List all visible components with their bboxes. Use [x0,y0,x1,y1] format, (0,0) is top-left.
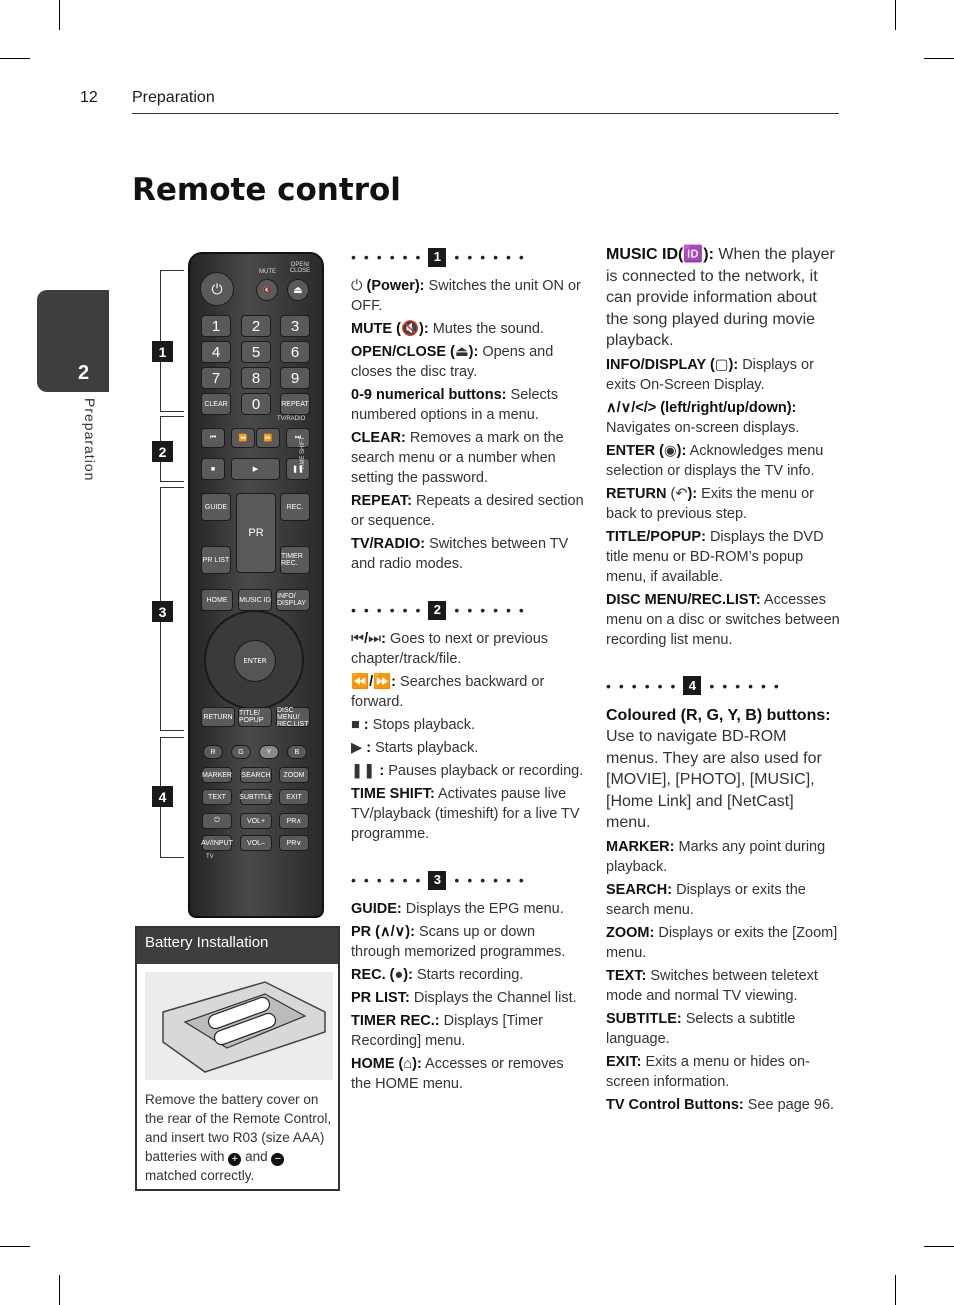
pr-down-button: PR∨ [279,835,309,851]
home-button: HOME [201,589,233,611]
column-1 [351,246,584,1097]
tv-power-button: ⏻ [202,813,232,829]
red-button: R [203,745,223,759]
yellow-button: Y [259,745,279,759]
num-8-button: 8 [241,367,271,389]
marker-4: 4 [152,786,173,807]
mute-label: MUTE [259,269,276,275]
open-close-button: ⏏ [287,279,309,301]
num-3-button: 3 [280,315,310,337]
entry-power: ⏻ (Power): Switches the unit ON or OFF. [351,278,581,314]
crop-mark [924,58,954,59]
info-display-button: INFO/ DISPLAY [276,589,310,611]
crop-mark [0,58,30,59]
battery-illustration [145,972,333,1080]
section-number-3: 3 [428,871,446,890]
guide-button: GUIDE [201,493,231,521]
skip-forward-icon: ⏭ [368,631,382,647]
blue-button: B [287,745,307,759]
dots: •••••• [454,249,532,265]
dots: •••••• [606,677,684,694]
green-button: G [231,745,251,759]
dots: •••••• [709,677,787,694]
entry-pause: ❚❚ : Pauses playback or recording. [351,763,584,779]
pr-up-button: PR∧ [279,813,309,829]
entry-tv-control: TV Control Buttons: See page 96. [606,1096,835,1113]
fast-forward-icon: ⏩ [373,674,392,690]
crop-mark [924,1246,954,1247]
stop-icon: ■ [351,717,360,733]
forward-button: ⏩ [256,428,280,448]
entry-rec: REC. (●): Starts recording. [351,967,524,983]
mute-button: 🔇 [256,279,278,301]
marker-button: MARKER [202,767,232,783]
dots: •••••• [351,872,429,888]
chapter-number: 2 [78,362,90,384]
home-icon: ⌂ [403,1056,413,1072]
entry-skip: ⏮/⏭: Goes to next or previous chapter/track/file. [351,631,549,667]
entry-clear: CLEAR: Removes a mark on the search menu or a number when setting the password. [351,430,564,486]
repeat-button: REPEAT [280,393,310,415]
open-close-label: OPEN/ CLOSE [289,262,311,274]
entry-enter: ENTER (◉): Acknowledges menu selection or displays the TV info. [606,442,824,479]
entry-title-popup: TITLE/POPUP: Displays the DVD title menu or BD-ROM’s popup menu, if available. [606,528,824,585]
play-button: ▶ [231,458,280,480]
entry-play: ▶ : Starts playback. [351,740,479,756]
num-1-button: 1 [201,315,231,337]
entry-tv-radio: TV/RADIO: Switches between TV and radio modes. [351,536,569,572]
entry-time-shift: TIME SHIFT: Activates pause live TV/playback (timeshift) for a live TV programme. [351,786,580,842]
return-button: RETURN [201,707,235,727]
info-icon: ▢ [714,356,729,373]
entry-timer-rec: TIMER REC.: Displays [Timer Recording] menu. [351,1013,544,1049]
header-rule [132,113,839,114]
section-divider-3 [351,869,584,891]
mute-icon: 🔇 [400,321,419,337]
skip-forward-button: ⏭ [286,428,310,448]
entry-mute: MUTE (🔇): Mutes the sound. [351,321,544,337]
skip-back-icon: ⏮ [351,631,365,647]
battery-drawing [145,972,333,1080]
battery-instructions [145,1090,333,1185]
eject-icon: ⏏ [454,344,469,360]
rewind-icon: ⏪ [351,674,370,690]
entry-subtitle: SUBTITLE: Selects a subtitle language. [606,1010,796,1047]
power-button: ⏻ [200,272,234,306]
entry-return: RETURN (↶): Exits the menu or back to previous step. [606,485,814,522]
power-icon: ⏻ [351,278,363,294]
marker-3: 3 [152,601,173,622]
num-9-button: 9 [280,367,310,389]
entry-open-close: OPEN/CLOSE (⏏): Opens and closes the disc tray. [351,344,554,380]
section-header: Preparation [132,89,215,106]
section-divider-4 [606,675,842,697]
section-divider-1 [351,246,584,268]
section-number-4: 4 [683,676,701,695]
crop-mark [59,1275,60,1305]
disc-menu-button: DISC MENU/ REC.LIST [277,706,309,728]
pause-button: ❚❚ [286,458,310,480]
battery-text-c: matched correctly. [145,1168,255,1183]
plus-icon: + [228,1153,241,1166]
marker-1: 1 [152,341,173,362]
stop-button: ■ [201,458,225,480]
play-icon: ▶ [351,740,363,756]
search-button: SEARCH [240,767,272,783]
num-6-button: 6 [280,341,310,363]
battery-installation-box [135,926,340,1191]
id-icon: 🆔 [683,246,704,263]
entry-exit: EXIT: Exits a menu or hides on-screen information. [606,1053,810,1090]
entry-home: HOME (⌂): Accesses or removes the HOME menu. [351,1056,564,1092]
chapter-label: Preparation [82,398,98,482]
entry-arrows: ∧/∨/</> (left/right/up/down): Navigates on-screen displays. [606,399,800,436]
section-divider-2 [351,599,584,621]
dots: •••••• [454,872,532,888]
crop-mark [59,0,60,30]
num-7-button: 7 [201,367,231,389]
record-icon: ● [394,967,404,983]
enter-icon: ◉ [664,442,677,459]
column-2 [606,244,842,1118]
page-title: Remote control [132,172,401,208]
entry-disc-menu: DISC MENU/REC.LIST: Accesses menu on a disc or switches between recording list menu. [606,591,840,648]
battery-text-b: and [245,1149,268,1164]
entry-pr-list: PR LIST: Displays the Channel list. [351,990,577,1006]
marker-2: 2 [152,441,173,462]
num-0-button: 0 [241,393,271,415]
dots: •••••• [454,602,532,618]
enter-button: ENTER [234,640,276,682]
entry-search: SEARCH: Displays or exits the search menu. [606,881,806,918]
entry-guide: GUIDE: Displays the EPG menu. [351,901,564,917]
entry-zoom: ZOOM: Displays or exits the [Zoom] menu. [606,924,838,961]
crop-mark [895,0,896,30]
dots: •••••• [351,602,429,618]
zoom-button: ZOOM [279,767,309,783]
pr-list-button: PR LIST [201,546,231,574]
entry-stop: ■ : Stops playback. [351,717,476,733]
battery-text-a: Remove the battery cover on the rear of the Remote Control, and insert two R03 (size AAA) batteries with [145,1092,332,1164]
clear-button: CLEAR [201,393,231,415]
crop-mark [895,1275,896,1305]
title-popup-button: TITLE/ POPUP [238,707,272,727]
section-number-1: 1 [428,248,446,267]
return-icon: ↶ [675,485,688,502]
entry-repeat: REPEAT: Repeats a desired section or sequence. [351,493,584,529]
page-number: 12 [80,89,98,106]
pr-rocker: PR [236,493,276,573]
timer-rec-button: TIMER REC. [280,546,310,574]
entry-coloured-buttons: Coloured (R, G, Y, B) buttons: Use to navigate BD-ROM menus. They are also used for [MOVIE], [PHOTO], [MUSIC], [Home Link] and [NetCast] menu. [606,706,831,831]
section-number-2: 2 [428,601,446,620]
battery-heading: Battery Installation [137,928,338,964]
entry-marker: MARKER: Marks any point during playback. [606,838,826,875]
chapter-tab [37,290,109,392]
rec-button: REC. [280,493,310,521]
entry-search-scan: ⏪/⏩: Searches backward or forward. [351,674,545,710]
subtitle-button: SUBTITLE [240,789,272,805]
minus-icon: − [271,1153,284,1166]
music-id-button: MUSIC ID [238,589,272,611]
entry-numerical: 0-9 numerical buttons: Selects numbered options in a menu. [351,387,559,423]
vol-up-button: VOL+ [240,813,272,829]
tv-label: TV [206,854,214,860]
pause-icon: ❚❚ [351,763,376,779]
dots: •••••• [351,249,429,265]
entry-music-id: MUSIC ID(🆔): When the player is connected to the network, it can provide information about the song played during movie playback. [606,246,835,349]
entry-info-display: INFO/DISPLAY (▢): Displays or exits On-Screen Display. [606,356,814,393]
entry-pr: PR (∧/∨): Scans up or down through memorized programmes. [351,924,566,960]
text-button: TEXT [202,789,232,805]
crop-mark [0,1246,30,1247]
entry-text: TEXT: Switches between teletext mode and normal TV viewing. [606,967,818,1004]
exit-button: EXIT [279,789,309,805]
num-4-button: 4 [201,341,231,363]
time-shift-label: TIME SHIFT [300,436,306,470]
num-5-button: 5 [241,341,271,363]
tv-radio-label: TV/RADIO [277,416,306,422]
skip-back-button: ⏮ [201,428,225,448]
num-2-button: 2 [241,315,271,337]
rewind-button: ⏪ [231,428,255,448]
av-input-button: AV/INPUT [202,835,232,851]
vol-down-button: VOL– [240,835,272,851]
